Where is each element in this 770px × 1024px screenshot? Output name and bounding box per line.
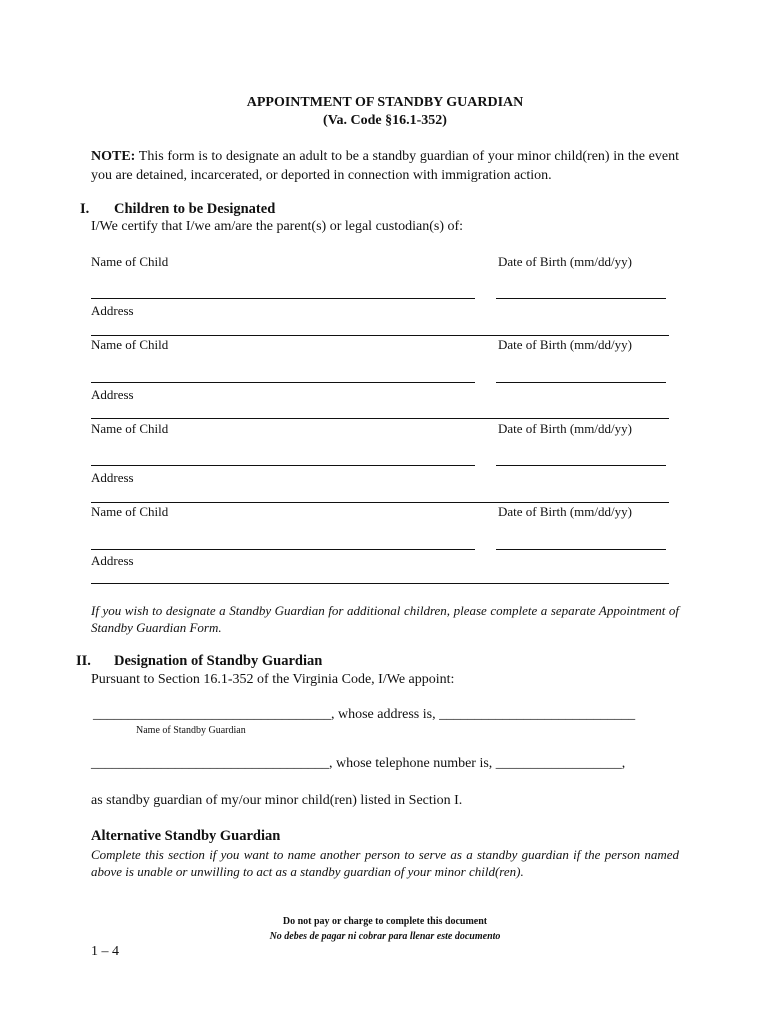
guardian-name-field[interactable]: __________________________________ bbox=[93, 707, 331, 722]
guardian-address-field[interactable]: ____________________________ bbox=[439, 707, 636, 722]
child1-dob-label: Date of Birth (mm/dd/yy) bbox=[498, 254, 632, 269]
note-paragraph bbox=[91, 147, 679, 185]
note-text: This form is to designate an adult to be a standby guardian of your minor child(ren) in the event you are detained, incarcerated, or deported in connection with immigration action. bbox=[91, 149, 679, 183]
section2-title: Designation of Standby Guardian bbox=[114, 653, 323, 669]
section1-number: I. bbox=[80, 201, 90, 217]
child1-name-label: Name of Child bbox=[91, 254, 169, 269]
section2-closing: as standby guardian of my/our minor child(ren) listed in Section I. bbox=[91, 793, 463, 808]
child4-dob-label: Date of Birth (mm/dd/yy) bbox=[498, 504, 632, 519]
section2-number: II. bbox=[76, 653, 91, 669]
note-label: NOTE: bbox=[91, 149, 136, 164]
child1-dob-field[interactable] bbox=[496, 298, 666, 299]
child2-address-label: Address bbox=[91, 387, 134, 402]
section1-intro: I/We certify that I/we am/are the parent(s) or legal custodian(s) of: bbox=[91, 219, 464, 234]
child4-address-field[interactable] bbox=[91, 583, 669, 584]
additional-children-note: If you wish to designate a Standby Guardian for additional children, please complete a separate Appointment of Standby Guardian Form. bbox=[91, 603, 679, 635]
child4-name-label: Name of Child bbox=[91, 504, 169, 519]
guardian-address-line bbox=[93, 707, 635, 723]
child3-address-field[interactable] bbox=[91, 502, 669, 503]
alternative-title: Alternative Standby Guardian bbox=[91, 828, 281, 844]
form-title: APPOINTMENT OF STANDBY GUARDIAN bbox=[246, 95, 524, 110]
section1-title: Children to be Designated bbox=[114, 201, 276, 217]
page-number: 1 – 4 bbox=[91, 944, 119, 959]
child2-dob-label: Date of Birth (mm/dd/yy) bbox=[498, 337, 632, 352]
child4-dob-field[interactable] bbox=[496, 549, 666, 550]
footer-notice-spanish: No debes de pagar ni cobrar para llenar este documento bbox=[269, 931, 501, 942]
child3-name-label: Name of Child bbox=[91, 421, 169, 436]
child4-address-label: Address bbox=[91, 553, 134, 568]
phone-connector-text: , whose telephone number is, bbox=[329, 756, 496, 771]
child3-name-field[interactable] bbox=[91, 465, 475, 466]
child2-address-field[interactable] bbox=[91, 418, 669, 419]
child4-name-field[interactable] bbox=[91, 549, 475, 550]
child1-name-field[interactable] bbox=[91, 298, 475, 299]
guardian-second-name-field[interactable]: __________________________________ bbox=[91, 756, 329, 771]
child3-dob-label: Date of Birth (mm/dd/yy) bbox=[498, 421, 632, 436]
child3-dob-field[interactable] bbox=[496, 465, 666, 466]
alternative-instructions: Complete this section if you want to name another person to serve as a standby guardian if the person named above is unable or unwilling to act as a standby guardian of your minor child(ren). bbox=[91, 847, 679, 879]
guardian-name-caption: Name of Standby Guardian bbox=[136, 725, 246, 736]
child2-dob-field[interactable] bbox=[496, 382, 666, 383]
guardian-phone-field[interactable]: __________________, bbox=[495, 756, 626, 771]
child1-address-label: Address bbox=[91, 303, 134, 318]
address-connector-text: , whose address is, bbox=[331, 707, 440, 722]
section2-intro: Pursuant to Section 16.1-352 of the Virginia Code, I/We appoint: bbox=[91, 672, 455, 687]
child3-address-label: Address bbox=[91, 470, 134, 485]
code-reference: (Va. Code §16.1-352) bbox=[323, 113, 447, 128]
child2-name-field[interactable] bbox=[91, 382, 475, 383]
child2-name-label: Name of Child bbox=[91, 337, 169, 352]
guardian-phone-line bbox=[91, 756, 625, 772]
footer-notice-english: Do not pay or charge to complete this document bbox=[282, 916, 488, 927]
child1-address-field[interactable] bbox=[91, 335, 669, 336]
